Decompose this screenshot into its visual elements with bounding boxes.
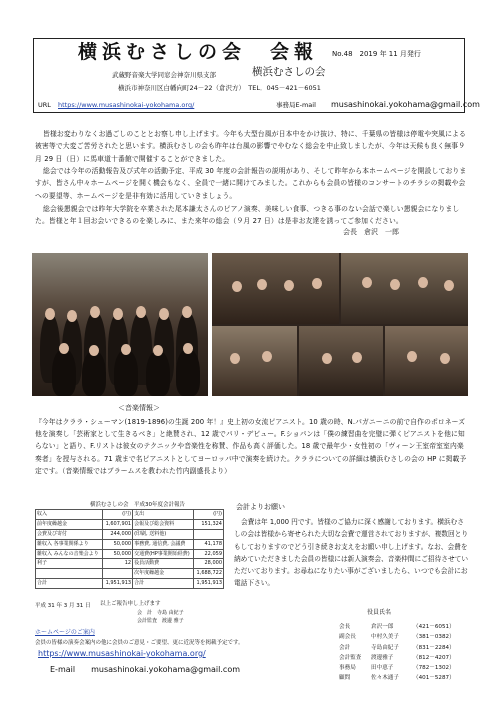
greeting-paragraph-3: 総会後懇親会では昨年大学院を卒業された尾本謙太さんのピアノ演奏、美味しい食事、つきる事のない会話で楽しい懇親会になりました。皆様と年１回お会いできるのを楽しみに、また来年の総会（９月 27 日）は是非お友達を誘ってご参加ください。 — [35, 205, 460, 226]
officer-tel: （782－1302） — [413, 665, 455, 672]
finance-cell: 交通費(HP事業開始経費) — [133, 549, 194, 559]
footer-email — [50, 666, 240, 674]
finance-cell: 雑収入 各事業関係より — [36, 539, 103, 549]
finance-cell: 50,000 — [103, 539, 133, 549]
finance-cell: 合計 — [133, 579, 194, 589]
officer-row — [339, 632, 455, 642]
finance-cell — [103, 569, 133, 579]
homepage-heading: ホームページのご案内 — [35, 629, 95, 636]
officer-tel: （401－5287） — [413, 675, 455, 682]
officer-name: 中村久美子 — [371, 634, 399, 641]
finance-cell: 会費及び寄付 — [36, 529, 103, 539]
officer-name: 倉沢一郎 — [371, 624, 394, 630]
finance-row — [36, 529, 224, 539]
auditor-name: 会計監査 渡邊 雅子 — [137, 618, 184, 624]
officer-role: 会長 — [339, 624, 351, 630]
finance-cell: 1,951,913 — [103, 579, 133, 589]
finance-cell: 収入 — [36, 510, 103, 520]
president-signature: 会長 倉沢 一郎 — [343, 228, 399, 236]
officer-tel: （381－0382） — [413, 634, 455, 641]
footer-email-label: E-mail — [50, 665, 76, 674]
party-photo-collage — [212, 253, 468, 396]
report-closing: 以上ご報告申し上げます — [100, 601, 161, 607]
officer-row — [339, 663, 455, 673]
officer-role: 会計 — [339, 644, 351, 651]
website-link[interactable]: https://www.musashinokai-yokohama.org/ — [58, 101, 195, 109]
finance-cell: 役員活動費 — [133, 559, 194, 569]
issue-number: No.48 2019 年 11 月発行 — [332, 50, 421, 58]
officers-title: 役員氏名 — [367, 609, 392, 616]
officer-row — [339, 643, 455, 653]
finance-cell: 事務費, 通信費, 会議費 — [133, 539, 194, 549]
url-label: URL — [38, 101, 51, 109]
finance-cell: 次年度繰越金 — [133, 569, 194, 579]
finance-cell: 50,000 — [103, 549, 133, 559]
officer-row — [339, 673, 455, 683]
email-address: musashinokai.yokohama@gmail.com — [331, 100, 480, 109]
finance-cell: 会報及び総会資料 — [133, 519, 194, 529]
finance-cell: 41,178 — [194, 539, 224, 549]
officers-list — [339, 622, 455, 684]
finance-cell: 1,688,722 — [194, 569, 224, 579]
officer-row — [339, 622, 455, 632]
accounting-body: 会費は年 1,000 円です。皆様のご協力に深く感謝しております。横浜むさしの会は皆様から寄せられた大切な会費で運営されておりますが、複数回とりもしておりますのでどう引き続きお支えをお願い申し上げます。なお、会費を納めていただきました会員の皆様には新人演奏会、音楽仲間にご招待させていただいております。お尋ねになりたい事がございましたら、いつでも会計にお電話下さい。 — [234, 518, 469, 588]
officer-row — [339, 653, 455, 663]
treasurer-name: 会 計 寺島 由紀子 — [137, 610, 184, 616]
group-photo — [32, 253, 208, 396]
finance-report-title: 横浜むさしの会 平成30年度会計報告 — [90, 502, 185, 508]
finance-row — [36, 539, 224, 549]
officer-role: 顧問 — [339, 675, 351, 682]
accounting-heading: 会計よりお願い — [236, 503, 285, 511]
finance-cell: (円) — [103, 510, 133, 520]
finance-cell: 支出 — [133, 510, 194, 520]
greeting-paragraph-1: 皆様お変わりなくお過ごしのこととお察し申し上げます。今年も大型台風が日本中をかけ抜け、特に、千葉県の皆様は停電や突風による被害等で大変ご苦労されたと思います。横浜むさしの会も昨年は台風の影響でやむなく総会を中止致しましたが、今年は天候も良く無事９月 29 日（日）に馬車道十番館で開催することができました。 — [35, 130, 466, 163]
music-info-body: 『今年はクララ・シューマン(1819-1896)の生誕 200 年！』史上初の女流ピアニスト。10 歳の時、N.パガニーニの前で自作のポロネーズ他を演奏し「芸術家として生きるべき」と絶賛され、12 歳でパリ・デビュー。F.ショパンは「僕の練習曲を完璧に弾くピアニストを他に知らない」と語り、F.リストは彼女のテクニックや音楽性を称賛、作品も高く評価した。18 歳で最年少・女性初の「ヴィーン王室帝室室内楽奏者」を授与される。71 歳まで名ピアニストとしてヨーロッパ中で演奏を続けた。クララについての詳細は横浜むさしの会の HP に掲載予定です。（音楽情報ではブラームスを教われた竹内副盛長より） — [35, 418, 467, 475]
finance-row — [36, 579, 224, 589]
homepage-note: 会員の皆様の演奏会案内の他に会員のご意見・ご要望、更に近況等を掲載予定です。 — [35, 640, 244, 646]
org-address: 横浜市神奈川区白幡向町24－22（倉沢方） TEL．045－421－6051 — [118, 84, 321, 92]
officer-tel: （421－6051） — [413, 624, 455, 630]
finance-cell: 利子 — [36, 559, 103, 569]
greeting-paragraph-2: 総会では今年の活動報告及び式年の活動予定、平成 30 年度の会計報告の説明があり、そして昨年から本ホームページを開設しておりますが、皆さん中々ホームページを開く機会もなく、全員で一緒に開けてみました。これからも会員の皆様のコンサートのチラシの掲載や会への要望等、ホームページを是非有効に活用していきましょう。 — [35, 167, 467, 200]
finance-cell: 1,951,913 — [194, 579, 224, 589]
officer-name: 寺島由紀子 — [371, 644, 399, 651]
finance-row — [36, 559, 224, 569]
finance-cell: (円) — [194, 510, 224, 520]
finance-cell: 雑収入 みんなの音楽会より — [36, 549, 103, 559]
officer-name: 渡邊雅子 — [371, 654, 394, 661]
finance-row — [36, 569, 224, 579]
org-affiliation: 武蔵野音楽大学同窓会神奈川県支部 — [112, 71, 216, 79]
officer-name: 田中恵子 — [371, 665, 394, 672]
finance-row — [36, 510, 224, 520]
finance-cell: 28,000 — [194, 559, 224, 569]
officer-tel: （831－2284） — [413, 644, 455, 651]
finance-cell: 1,607,901 — [103, 519, 133, 529]
closing-date: 平成 31 年 3 月 31 日 — [35, 603, 91, 609]
finance-cell: 151,324 — [194, 519, 224, 529]
finance-cell: 12 — [103, 559, 133, 569]
finance-cell: 前年度繰越金 — [36, 519, 103, 529]
finance-cell: (印刷, 送料他) — [133, 529, 194, 539]
email-label: 事務局E-mail — [276, 101, 316, 109]
finance-row — [36, 519, 224, 529]
officer-tel: （812－4207） — [413, 654, 455, 661]
finance-cell — [194, 529, 224, 539]
officer-role: 事務局 — [339, 665, 356, 672]
finance-row — [36, 549, 224, 559]
finance-cell — [36, 569, 103, 579]
homepage-link[interactable]: https://www.musashinokai-yokohama.org/ — [38, 649, 206, 658]
officer-role: 会計監査 — [339, 654, 362, 661]
officer-name: 佐々木通子 — [371, 675, 399, 682]
org-name: 横浜むさしの会 — [252, 66, 326, 78]
footer-email-address: musashinokai.yokohama@gmail.com — [91, 665, 240, 674]
finance-cell: 22,059 — [194, 549, 224, 559]
finance-cell: 合計 — [36, 579, 103, 589]
newsletter-title: 横浜むさしの会 会報 — [78, 41, 319, 63]
finance-table — [35, 509, 224, 589]
finance-cell: 244,000 — [103, 529, 133, 539]
officer-role: 副会長 — [339, 634, 356, 641]
music-info-heading: ＜音楽情報＞ — [118, 404, 160, 412]
